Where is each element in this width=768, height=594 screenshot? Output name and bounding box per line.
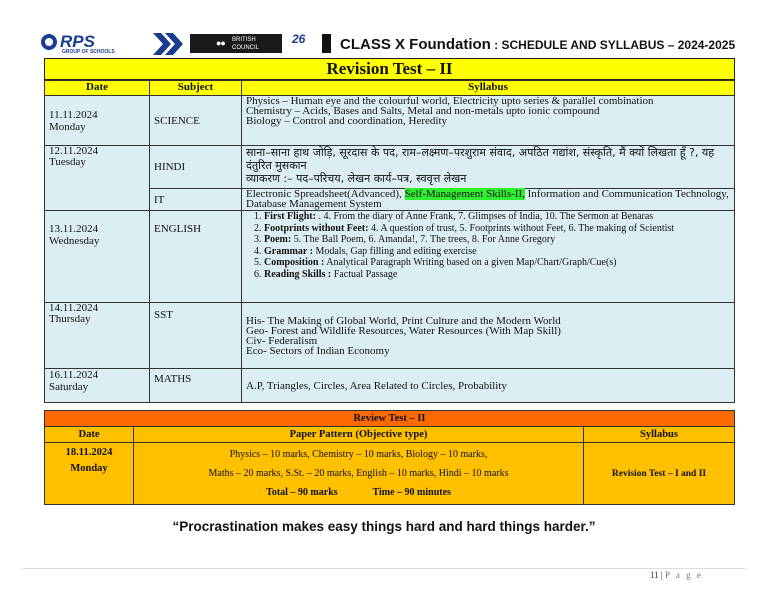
page-number: [650, 570, 703, 580]
day: Monday: [70, 463, 108, 474]
day: Monday: [49, 120, 86, 133]
syllabus-line: Physics – Human eye and the colourful world, Electricity upto series & parallel combination: [246, 95, 654, 107]
rps-logo: [40, 32, 135, 54]
quote: “Procrastination makes easy things hard and hard things harder.”: [172, 519, 596, 534]
table-row-english: [45, 211, 735, 303]
col-subject: Subject: [150, 81, 242, 96]
subject-cell: SCIENCE: [150, 96, 242, 146]
syllabus-line: Geo- Forest and Wildlife Resources, Water Resources (With Map Skill): [246, 324, 561, 337]
col-syllabus: Syllabus: [242, 81, 735, 96]
col-date: Date: [45, 81, 150, 96]
syllabus-cell: [242, 211, 735, 303]
date: 13.11.2024: [49, 223, 99, 235]
day: Wednesday: [49, 235, 100, 247]
syllabus-line: Civ- Federalism: [246, 334, 318, 347]
subject-cell: IT: [150, 189, 242, 211]
syllabus-line: व्याकरण :– पद–परिचय, लेखन कार्य–पत्र, स्ववृत्त लेखन: [246, 172, 467, 185]
col-paper-pattern: Paper Pattern (Objective type): [134, 427, 584, 443]
list-item: 4. Grammar : Modals, Gap filling and editing exercise: [264, 246, 730, 258]
page-sep: |: [658, 570, 665, 580]
list-item: 6. Reading Skills : Factual Passage: [264, 269, 730, 281]
paper-pattern-cell: [134, 443, 584, 505]
syllabus-line: Chemistry – Acids, Bases and Salts, Metal and non-metals upto ionic compound: [246, 105, 600, 117]
header-divider: [322, 34, 331, 53]
list-item: 5. Composition : Analytical Paragraph Writing based on a given Map/Chart/Graph/Cue(s): [264, 257, 730, 269]
review-test-title: Review Test – II: [45, 411, 735, 427]
syllabus-cell: A.P, Triangles, Circles, Area Related to Circles, Probability: [242, 369, 735, 403]
subject-cell: HINDI: [150, 146, 242, 189]
english-list: [246, 211, 730, 280]
page-word: P a g e: [664, 570, 703, 580]
list-item: 2. Footprints without Feet: 4. A question of trust, 5. Footprints without Feet, 6. The making of Scientist: [264, 223, 730, 235]
subject-cell: SST: [150, 303, 242, 369]
bc-text-1: BRITISH: [232, 37, 256, 43]
page-num: 11: [650, 570, 659, 580]
bc-text-2: COUNCIL: [232, 45, 260, 51]
time: Time – 90 minutes: [372, 487, 451, 498]
day: Tuesday: [49, 156, 86, 168]
chevron-logo-icon: [153, 33, 185, 55]
date-cell: [45, 146, 150, 211]
table-row-hindi: [45, 146, 735, 189]
date-cell: [45, 443, 134, 505]
review-test-table: [44, 410, 735, 505]
page-header: [40, 32, 740, 56]
date: 18.11.2024: [65, 447, 113, 458]
date: 12.11.2024: [49, 145, 99, 157]
col-date: Date: [45, 427, 134, 443]
council-dots-icon: ●●: [216, 38, 225, 48]
table-row-science: [45, 96, 735, 146]
table-row-maths: [45, 369, 735, 403]
day: Saturday: [49, 381, 89, 393]
subject-cell: ENGLISH: [150, 211, 242, 303]
day: Thursday: [49, 313, 91, 325]
syllabus-line: Biology – Control and coordination, Heredity: [246, 115, 448, 127]
syllabus-cell: [242, 96, 735, 146]
date: 14.11.2024: [49, 302, 99, 314]
syllabus-line: साना–साना हाथ जोड़ि, सूरदास के पद, राम–लक्ष्मण–परशुराम संवाद, अपठित गद्यांश, संस्कृति, मैं क्यों लिखता हूँ ?, यह दंतुरित मुसकान: [246, 146, 715, 172]
anniversary-badge: 26: [292, 32, 306, 46]
date-cell: [45, 369, 150, 403]
syllabus-line: His- The Making of Global World, Print Culture and the Modern World: [246, 314, 561, 327]
title-main: CLASS X Foundation: [340, 36, 491, 53]
total-marks: Total – 90 marks: [266, 487, 338, 498]
date-cell: [45, 211, 150, 303]
pattern-line: Maths – 20 marks, S.St. – 20 marks, English – 10 marks, Hindi – 10 marks: [208, 468, 509, 479]
subject-cell: MATHS: [150, 369, 242, 403]
revision-test-table: [44, 80, 735, 403]
syllabus-cell: [242, 146, 735, 189]
date-cell: [45, 96, 150, 146]
date: 11.11.2024: [49, 108, 98, 121]
syllabus-cell: [242, 189, 735, 211]
pattern-line: Physics – 10 marks, Chemistry – 10 marks, Biology – 10 marks,: [229, 449, 488, 460]
pattern-totals: [135, 483, 582, 502]
syllabus-text: Electronic Spreadsheet(Advanced),: [246, 188, 405, 200]
revision-test-title: Revision Test – II: [44, 58, 735, 80]
date-cell: [45, 303, 150, 369]
review-title-row: [45, 411, 735, 427]
table-header-row: [45, 81, 735, 96]
list-item: 1. First Flight: . 4. From the diary of Anne Frank, 7. Glimpses of India, 10. The Sermon at Benaras: [264, 211, 730, 223]
title-rest: : SCHEDULE AND SYLLABUS – 2024-2025: [490, 38, 736, 52]
logo-sub: GROUP OF SCHOOLS: [62, 49, 115, 54]
syllabus-cell: Revision Test – I and II: [584, 443, 735, 505]
review-header-row: [45, 427, 735, 443]
highlighted-text: Self-Management Skills-II,: [404, 188, 525, 200]
table-row-sst: [45, 303, 735, 369]
list-item: 3. Poem: 5. The Ball Poem, 6. Amanda!, 7. The trees, 8. For Anne Gregory: [264, 234, 730, 246]
table-row: [45, 443, 735, 505]
logo-text: RPS: [60, 32, 95, 51]
date: 16.11.2024: [49, 369, 99, 381]
british-council-logo: [190, 34, 282, 53]
footer-divider: [22, 568, 746, 569]
syllabus-line: Eco- Sectors of Indian Economy: [246, 344, 390, 357]
syllabus-cell: [242, 303, 735, 369]
syllabus-text: Information and Communication Technology, Database Management System: [246, 188, 729, 210]
page-title: [340, 36, 735, 54]
col-syllabus: Syllabus: [584, 427, 735, 443]
